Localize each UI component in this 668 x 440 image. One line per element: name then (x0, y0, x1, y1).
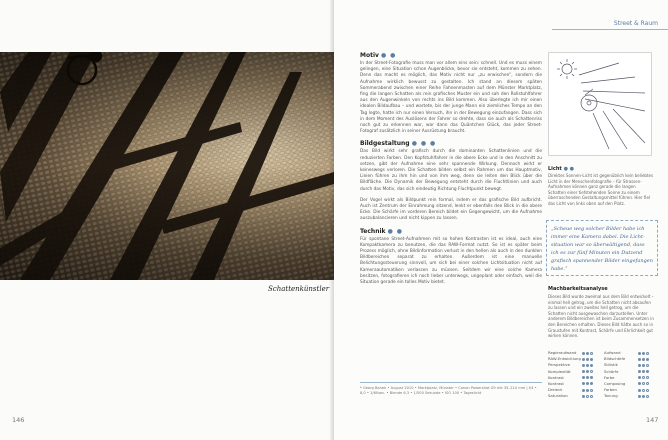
rating-dot (642, 389, 645, 392)
rating-dots (638, 381, 650, 386)
rating-dot (646, 352, 649, 355)
rating-dots (638, 387, 650, 392)
rating-dot (638, 395, 641, 398)
rating-dot (586, 358, 589, 361)
page-number-left: 146 (12, 416, 25, 424)
analysis-heading: Machbarkeitsanalyse (548, 286, 608, 292)
rating-dots (582, 387, 594, 392)
rating-dot (638, 389, 641, 392)
section-bildgestaltung (360, 140, 542, 222)
section-motiv (360, 52, 542, 135)
rating-dot (586, 389, 589, 392)
rating-dot (642, 395, 645, 398)
rating-dot (642, 376, 645, 379)
rating-dot (582, 389, 585, 392)
rating-label: Farbe (604, 374, 615, 380)
rating-dots (582, 350, 594, 355)
rating-dot (642, 370, 645, 373)
rating-dot (638, 382, 641, 385)
tip-heading: Licht (548, 166, 562, 172)
rating-dots (582, 362, 594, 367)
rating-dots (638, 356, 650, 361)
rating-dot (646, 370, 649, 373)
rating-label: Farben (604, 387, 617, 393)
rating-dots (582, 393, 594, 398)
rating-row (548, 393, 654, 399)
chapter-tab-label: Street & Raum (613, 20, 658, 27)
rating-label: RAW-Entwicklung (548, 356, 581, 362)
rating-dot (638, 370, 641, 373)
rating-dot (586, 376, 589, 379)
rating-label: Dreieck (548, 387, 563, 393)
sun-shadow-sketch-icon (549, 53, 653, 157)
rating-dot (590, 358, 593, 361)
rating-label: Kontrast (548, 374, 564, 380)
rating-dot (590, 395, 593, 398)
rating-dot (642, 382, 645, 385)
rating-label: Composing (604, 380, 626, 386)
rating-dot (586, 370, 589, 373)
rating-dot (582, 364, 585, 367)
street-photo (0, 52, 334, 280)
handwritten-note: „Scheue weg solcher Bilder habe ich immer eine Kamera dabei. Die Lichtsituation war so überwältigend, dass ich es zur fünf Minuten ein Dutzend grafisch spannender Bilder eingefangen habe.“ (546, 220, 658, 276)
rating-dots (638, 369, 650, 374)
rating-dot (586, 395, 589, 398)
rating-dot (590, 364, 593, 367)
rating-dot (642, 358, 645, 361)
rating-dots (638, 362, 650, 367)
rating-label: Perspektive (548, 362, 571, 368)
rating-dot (590, 389, 593, 392)
sketch-illustration (548, 52, 652, 156)
photo-footnote: * Georg Banek • August 2010 • Marktplatz, Münster • Canon Powershot G9 mit 35–210 mm | f/4 • 8,0 • 1/60sec. • Blende 6,3 • 1/500 Sekunde • ISO 100 • Tageslicht (360, 382, 542, 396)
photo-signature: Schattenkünstler (268, 285, 330, 293)
section-technik (360, 228, 542, 287)
rating-dots (582, 356, 594, 361)
rating-dot (646, 389, 649, 392)
rating-stars: ● ● (381, 52, 397, 59)
rating-dot (590, 352, 593, 355)
ratings-table (548, 350, 654, 400)
rating-dots (638, 350, 650, 355)
rating-label: Saturation (548, 393, 568, 399)
rating-dot (646, 382, 649, 385)
rating-stars: ● ● (563, 166, 575, 172)
paragraph: In der Street-Fotografie muss man vor allem eins sein: schnell. Und es muss einem gelingen, eine Situation schon Augenblicke, bevor sie entsteht, kommen zu sehen. Denn das macht es möglich, das Motiv nicht nur „zu erwischen“, sondern die Aufnahme wirklich bewusst zu gestalten. Ich stand an diesem späten Sommerabend zwischen einer Reihe Fahnenmasten auf dem Münster Marktplatz, fing die langen Schatten als rein grafisches Muster ein und sah den Rollstuhlfahrer aus den Augenwinkeln von rechts ins Bild kommen. Also überlegte ich mir einen idealen Bildaufbau – und wartete, bis der junge Mann ein ziemliches Tempo an den Tag legte, hatte ich nur einen Versuch, ihn in der Bewegung einzufangen. Dass sich in dem Moment des Auslösens der Fahrer so drehte, dass sie auch als Schattenriss noch gut zu erkennen war, war dann das Quäntchen Glück, das jeder Street-Fotograf zusätzlich in seiner Ausrüstung braucht. (360, 61, 542, 135)
rating-dot (586, 364, 589, 367)
rating-stars: ● ● ● (411, 140, 437, 148)
rating-dot (582, 352, 585, 355)
rating-dots (582, 375, 594, 380)
rating-label: Schärfe (604, 368, 619, 374)
page-number-right: 147 (646, 416, 659, 424)
rating-label: Tonung (604, 393, 618, 399)
rating-dots (638, 393, 650, 398)
rating-stars: ● ● (387, 227, 403, 235)
paragraph: Das Bild wirkt sehr grafisch durch die dominanten Schattenlinien und die reduzierten Farben. Den Kopfstuhlfahrer in die obere Ecke und in den Anschnitt zu setzen, gibt der Aufnahme eine sehr spannende Wirkung. Dennoch wirkt er keineswegs verloren. Die Schatten bilden selbst ein Rahmen um das Hauptmotiv, Linien führen zu ihm hin und von ihm weg, denn sie leiten den Blick über die Bildfläche. Die Dynamik der Bewegung entsteht durch die Fluchtlinien und auch durch das Motiv, das sich eindeutig Richtung Fluchtpunkt bewegt. (360, 149, 542, 192)
rating-dot (582, 382, 585, 385)
shadow-pattern (0, 52, 334, 280)
rating-dots (638, 375, 650, 380)
rating-dot (646, 364, 649, 367)
rating-label: Kontrast (548, 380, 564, 386)
rating-dot (638, 358, 641, 361)
rating-label: Bildschärfe (604, 356, 626, 362)
rating-dot (586, 352, 589, 355)
rating-label: Komplexität (548, 368, 571, 374)
rating-dot (586, 382, 589, 385)
paragraph: Der Vogel wirkt als Bildpunkt rein formal, indem er das grafische Bild aufbricht. Auch ist Zentrum der Einrahmung sitzend, lenkt er ebenfalls den Blick in die obere Ecke. Die Schärfe im vorderen Bereich bildet ein Gegengewicht, um die Aufnahme auszubalancieren und nicht kippen zu lassen. (360, 197, 542, 222)
rating-dot (590, 382, 593, 385)
rating-dot (646, 376, 649, 379)
rating-dot (642, 364, 645, 367)
rating-label: Regieraufwand (548, 350, 577, 355)
rating-dot (646, 395, 649, 398)
rating-dot (582, 395, 585, 398)
rating-dot (582, 376, 585, 379)
rating-dot (590, 376, 593, 379)
chapter-tab (552, 20, 668, 30)
rating-dot (582, 370, 585, 373)
rating-label: Stilistik (604, 362, 618, 368)
tip-text: Direktes Sonnen-Licht ist gegenüblich kein beliebtes Licht in der Menschenfotografie – für Strassen-Aufnahmen können ganz gerade die langen Schatten einer tiefstehenden Sonne zu einem überraschenden Gestaltungsmittel führen. Hier fiel das Licht von links oben auf den Platz. (548, 173, 654, 206)
rating-dot (646, 358, 649, 361)
section-heading: Bildgestaltung (360, 140, 410, 148)
rating-dot (590, 370, 593, 373)
section-heading: Motiv (360, 52, 379, 59)
paragraph: Für spontane Street-Aufnahmen mit so hohen Kontrasten ist es ideal, auch eine Kompaktkamera zu benutzen, die das RAW-Format nutzt. So ist es später beim Prozess möglich, ohne Bildinformation verlust in den hellen als auch in den dunklen Bildbereichen separat zu erhalten. Außerdem ist eine manuelle Belichtungssteuerung sinnvoll, um sich bei einer solchen Lichtsituation nicht auf Kameraautomatiken verlassen zu müssen. Seitdem wir eine solche Kamera besitzen, fotografieren ich noch lieber unterwegs, ungeplant oder einfach, weil die Situation gerade ein tolles Motiv bietet. (360, 236, 542, 286)
rating-dots (582, 369, 594, 374)
rating-dots (582, 381, 594, 386)
analysis-text: Dieses Bild wurde zweimal aus dem Bild entwickelt – einmal hell getrog, um die Schatten nicht absaufen zu lassen und ein zweites hell getrog, um die Schatten nicht ausgewaschen darzustellen. Unter anderem Bildbereichen ist beim Zusammensetzen in den Bereichen erhalten. Dieses Bild hätte auch so in Graustufen mit Kontrast, Schärfe und Ehrlichkeit gut wirken können. (548, 294, 654, 339)
rating-dot (642, 352, 645, 355)
section-heading: Technik (360, 227, 386, 235)
main-column (360, 52, 542, 291)
rating-dot (638, 364, 641, 367)
rating-label: Aufwand (604, 350, 621, 355)
rating-dot (638, 376, 641, 379)
rating-dot (582, 358, 585, 361)
rating-dot (638, 352, 641, 355)
right-page (334, 0, 668, 440)
